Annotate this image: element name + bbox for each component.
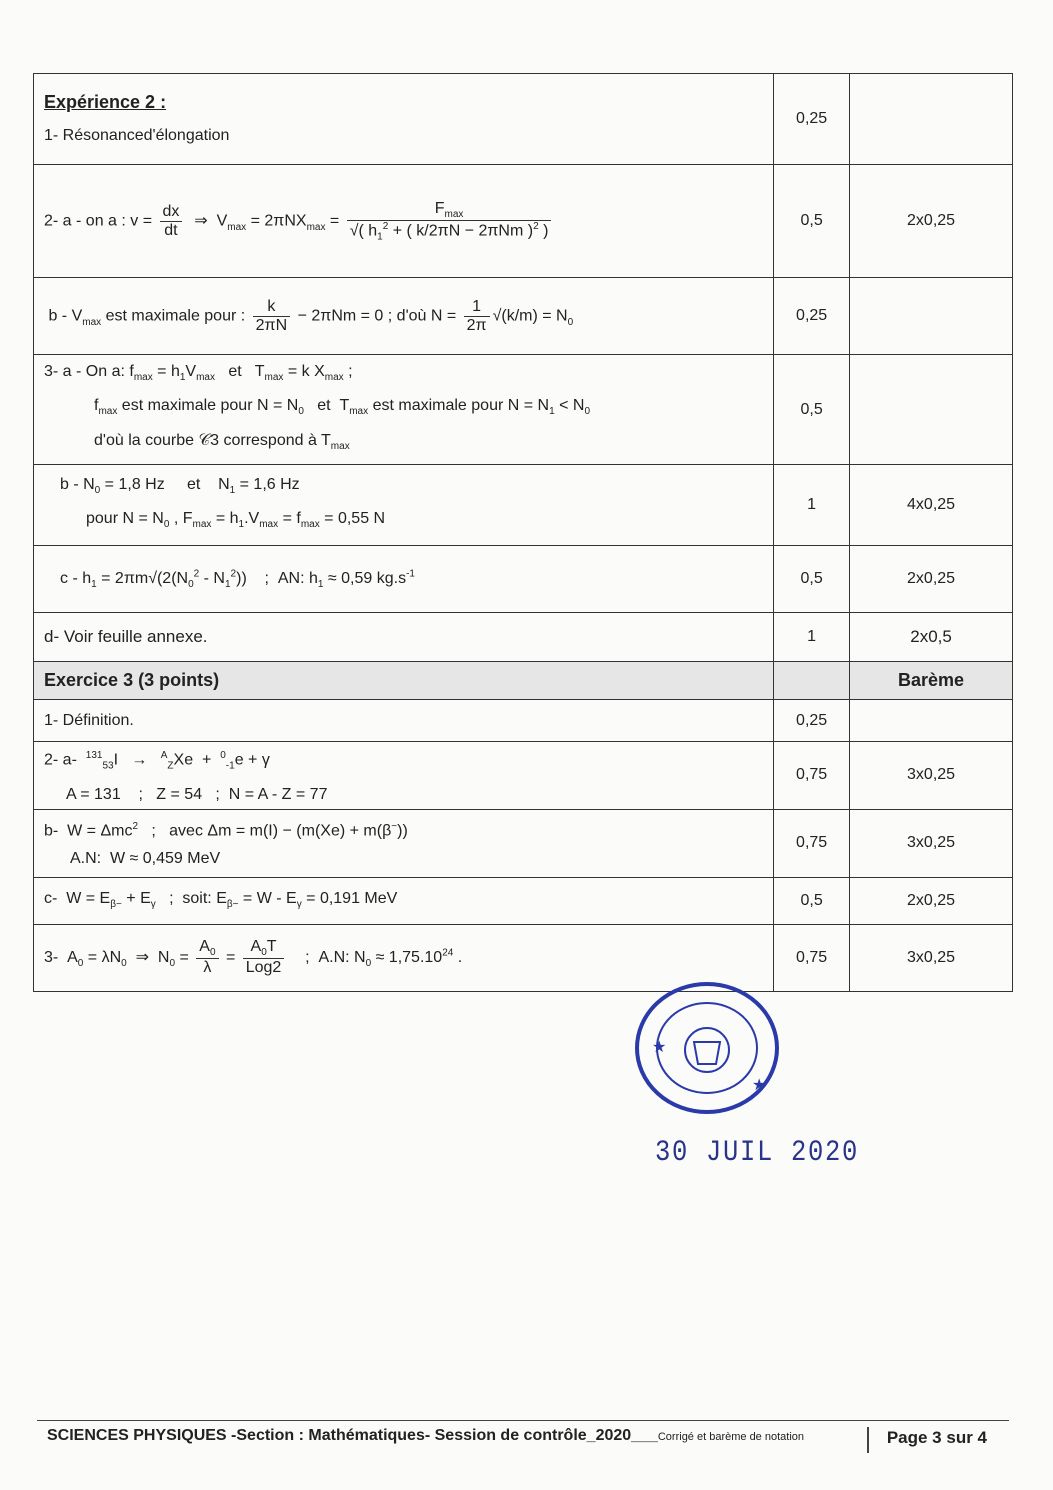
ex3-q2c-cell: c- $W = E_{\beta-} + E_\gamma$ ; soit: $E_{\beta-} = W - E_\gamma = 0,191$ MeV — [34, 877, 774, 924]
page-number: Page 3 sur 4 — [867, 1427, 987, 1453]
exp2-q2a-cell: 2- a - on a : v = $\frac{dx}{dt}$ ⇒ $V_{max} = 2\pi NX_{max}$ = $\frac{F_{max}}{√( h_1^2 + ( k/2\pi N - 2\pi Nm )^2 )}$ — [34, 165, 774, 278]
ex3-q1-text: 1- Définition. — [34, 700, 774, 742]
exp2-q2b-bareme — [850, 278, 1013, 355]
ex3-q2b-points: 0,75 — [774, 809, 850, 877]
ex3-q1-points: 0,25 — [774, 700, 850, 742]
svg-text:★: ★ — [652, 1037, 667, 1056]
ex3-q2c-points: 0,5 — [774, 877, 850, 924]
ex3-q2b-cell: b- W = Δmc$^2$ ; avec Δm = m(I) − (m(Xe) + m(β−)) A.N: W ≈ 0,459 MeV — [34, 809, 774, 877]
exp2-q3a-bareme — [850, 355, 1013, 465]
ex3-bareme-label: Barème — [850, 662, 1013, 700]
exp2-q1-bareme — [850, 74, 1013, 165]
exp2-q2b-cell: b - $V_{max}$ est maximale pour : $\frac{k}{2\pi N}$ − 2πNm = 0 ; d'où N = $\frac{1}{2\pi}$ $√(k/m) = N_0$ — [34, 278, 774, 355]
exp2-q1-points: 0,25 — [774, 74, 850, 165]
page-footer — [37, 1420, 1009, 1455]
exp2-heading: Expérience 2 : — [44, 92, 167, 112]
exp2-q3d-bareme: 2x0,5 — [850, 613, 1013, 662]
svg-text:★: ★ — [752, 1075, 767, 1094]
ex3-heading-blank — [774, 662, 850, 700]
ex3-q3-bareme: 3x0,25 — [850, 924, 1013, 991]
ex3-q2a-points: 0,75 — [774, 742, 850, 810]
ex3-q1-bareme — [850, 700, 1013, 742]
correction-table — [33, 73, 1013, 992]
ex3-q2a-bareme: 3x0,25 — [850, 742, 1013, 810]
ex3-q2a-cell: 2- a- $^{131}_{53}$I → $^A_Z$Xe + $^0_{-1}$e + γ A = 131 ; Z = 54 ; N = A - Z = 77 — [34, 742, 774, 810]
exp2-q3d-text: d- Voir feuille annexe. — [34, 613, 774, 662]
footer-subtitle: Corrigé et barème de notation — [657, 1431, 805, 1443]
footer-left: SCIENCES PHYSIQUES -Section : Mathématiques- Session de contrôle_2020___Corrigé et barème de notation — [47, 1427, 805, 1444]
exp2-q3b-points: 1 — [774, 465, 850, 546]
footer-title: SCIENCES PHYSIQUES -Section : Mathématiques- Session de contrôle_2020 — [47, 1427, 632, 1444]
ex3-q3-points: 0,75 — [774, 924, 850, 991]
official-seal-icon — [632, 980, 782, 1120]
exp2-q3c-cell: $c - h_1 = 2\pi m√(2(N_0^2 - N_1^2))$ ; AN: $h_1 \approx 0,59$ $kg.s^{-1}$ — [34, 546, 774, 613]
exp2-q3a-points: 0,5 — [774, 355, 850, 465]
stamp-date: 30 JUIL 2020 — [655, 1136, 860, 1170]
exp2-q3d-points: 1 — [774, 613, 850, 662]
ex3-q2b-bareme: 3x0,25 — [850, 809, 1013, 877]
exp2-q1-text: 1- Résonanced'élongation — [44, 127, 230, 144]
exp2-q3b-cell: $b - N_0 = 1,8$ Hz et $N_1 = 1,6$ Hz pour $N = N_0$ , $F_{max} = h_1.V_{max} = f_{max} = 0,55$ N — [34, 465, 774, 546]
exp2-q3c-bareme: 2x0,25 — [850, 546, 1013, 613]
exp2-q3b-bareme: 4x0,25 — [850, 465, 1013, 546]
ex3-q2c-bareme: 2x0,25 — [850, 877, 1013, 924]
exp2-q3a-cell: 3- a - On a: $f_{max} = h_1V_{max}$ et $T_{max} = k$ $X_{max}$ ; $f_{max}$ est maximale pour $N = N_0$ et $T_{max}$ est maximale pour $N = N_1 < N_0$ d'où la courbe 𝒞3 correspond à $T_{max}$ — [34, 355, 774, 465]
exp2-q1-cell — [34, 74, 774, 165]
exp2-q2a-bareme: 2x0,25 — [850, 165, 1013, 278]
ex3-heading: Exercice 3 (3 points) — [34, 662, 774, 700]
ex3-q3-cell: 3- $A_0 = \lambda N_0$ ⇒ $N_0$ = $\frac{A_0}{\lambda}$ = $\frac{A_0T}{\text{Log2}}$ ; A.N: $N_0 \approx 1,75.10^{24}$ . — [34, 924, 774, 991]
exp2-q2b-points: 0,25 — [774, 278, 850, 355]
exp2-q3c-points: 0,5 — [774, 546, 850, 613]
exp2-q2a-points: 0,5 — [774, 165, 850, 278]
